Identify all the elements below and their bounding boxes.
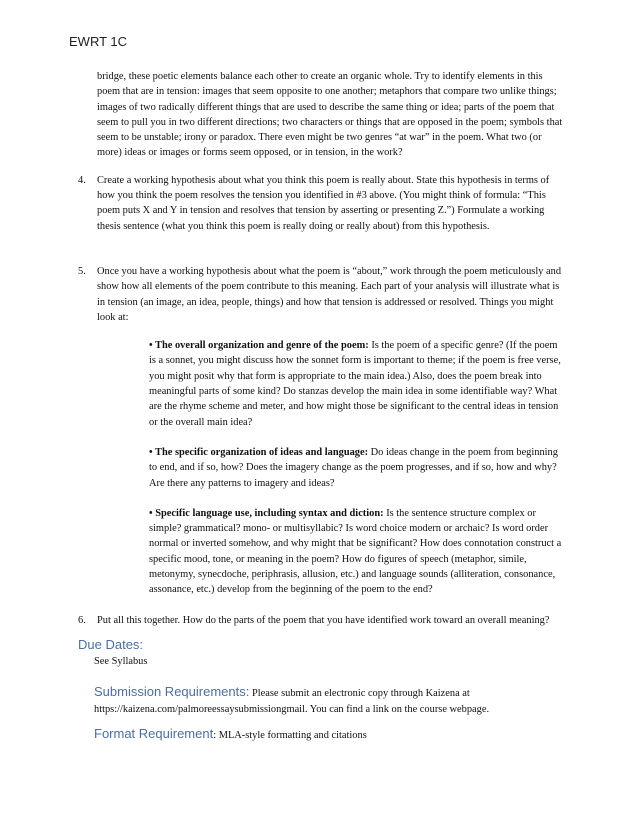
bullet-text: Is the poem of a specific genre? (If the poem is a sonnet, you might discuss how the sonnet form is important to theme; if the poem is free verse, you might posit why that form is appropriate to the main idea.) Also, does the poem break into meaningful parts of some kind? Do stanzas develop the main idea in some identifiable way? What are the rhyme scheme and meter, and how might those be significant to the central ideas in tension or the overall main idea? <box>149 340 561 428</box>
bullet-lead: • The overall organization and genre of the poem: <box>149 340 369 352</box>
submission-heading: Submission Requirements: <box>94 684 250 699</box>
bullet-syntax-diction <box>0 506 564 598</box>
list-item-6 <box>0 613 638 628</box>
item-text: Once you have a working hypothesis about what the poem is “about,” work through the poem meticulously and show how all elements of the poem contribute to this meaning. Each part of your analysis will illustrate what is in tension (an image, an idea, people, things) and how that tension is addressed or resolved. Things you might look at: <box>97 265 562 323</box>
list-item-5 <box>0 264 638 325</box>
due-dates-heading: Due Dates: <box>78 637 144 652</box>
item-number: 6. <box>78 614 86 626</box>
document-body <box>0 69 638 628</box>
bullet-organization-genre <box>0 338 564 430</box>
continuation-paragraph: bridge, these poetic elements balance each other to create an organic whole. Try to identify elements in this poem that are in tension: images that seem opposite to one another; metaphors that compare two unlike things; images of two radically different things that are used to describe the same thing or idea; parts of the poem that seem to pull you in two different directions; two characters or things that are opposed in the poem; symbols that seem to be unstable; irony or paradox. There even might be two genres “at war” in the poem. What two (or more) ideas or images or forms seem opposed, or in tension, in the work? <box>97 71 563 159</box>
submission-body: Please submit an electronic copy through Kaizena at https://kaizena.com/palmoreessaysubmissiongmail. You can find a link on the course webpage. <box>94 688 490 715</box>
bullet-text: Do ideas change in the poem from beginning to end, and if so, how? Does the imagery change as the poem progresses, and if so, how and why? Are there any patterns to imagery and ideas? <box>149 446 558 489</box>
submission-requirements <box>94 684 574 717</box>
item-number: 4. <box>78 174 86 186</box>
bullet-ideas-language <box>0 445 564 491</box>
due-dates-body: See Syllabus <box>94 656 148 667</box>
page-header: EWRT 1C <box>69 34 128 49</box>
format-heading: Format Requirement <box>94 726 214 741</box>
bullet-text: Is the sentence structure complex or simple? grammatical? mono- or multisyllabic? Is word choice modern or archaic? Is word order normal or inverted somehow, and why might that be significant? How does connotation construct a specific mood, tone, or meaning in the poem? How do figures of speech (metaphor, simile, metonymy, synecdoche, periphrasis, allusion, etc.) and language sounds (alliteration, consonance, assonance, etc.) develop from the beginning of the poem to the end? <box>149 507 562 596</box>
format-body: : MLA-style formatting and citations <box>213 730 367 741</box>
bullet-lead: • Specific language use, including syntax and diction: <box>149 507 384 519</box>
item-number: 5. <box>78 265 86 277</box>
bullet-lead: • The specific organization of ideas and language: <box>149 446 369 458</box>
format-requirement <box>94 726 574 741</box>
list-item-4 <box>0 173 638 234</box>
item-text: Create a working hypothesis about what you think this poem is really about. State this hypothesis in terms of how you think the poem resolves the tension you identified in #3 above. (You might think of formula: “This poem puts X and Y in tension and resolves that tension by asserting or presenting Z.”) Formulate a working thesis sentence (what you think this poem is really doing or really about) from this hypothesis. <box>97 174 550 232</box>
item-text: Put all this together. How do the parts of the poem that you have identified work toward an overall meaning? <box>97 614 550 626</box>
